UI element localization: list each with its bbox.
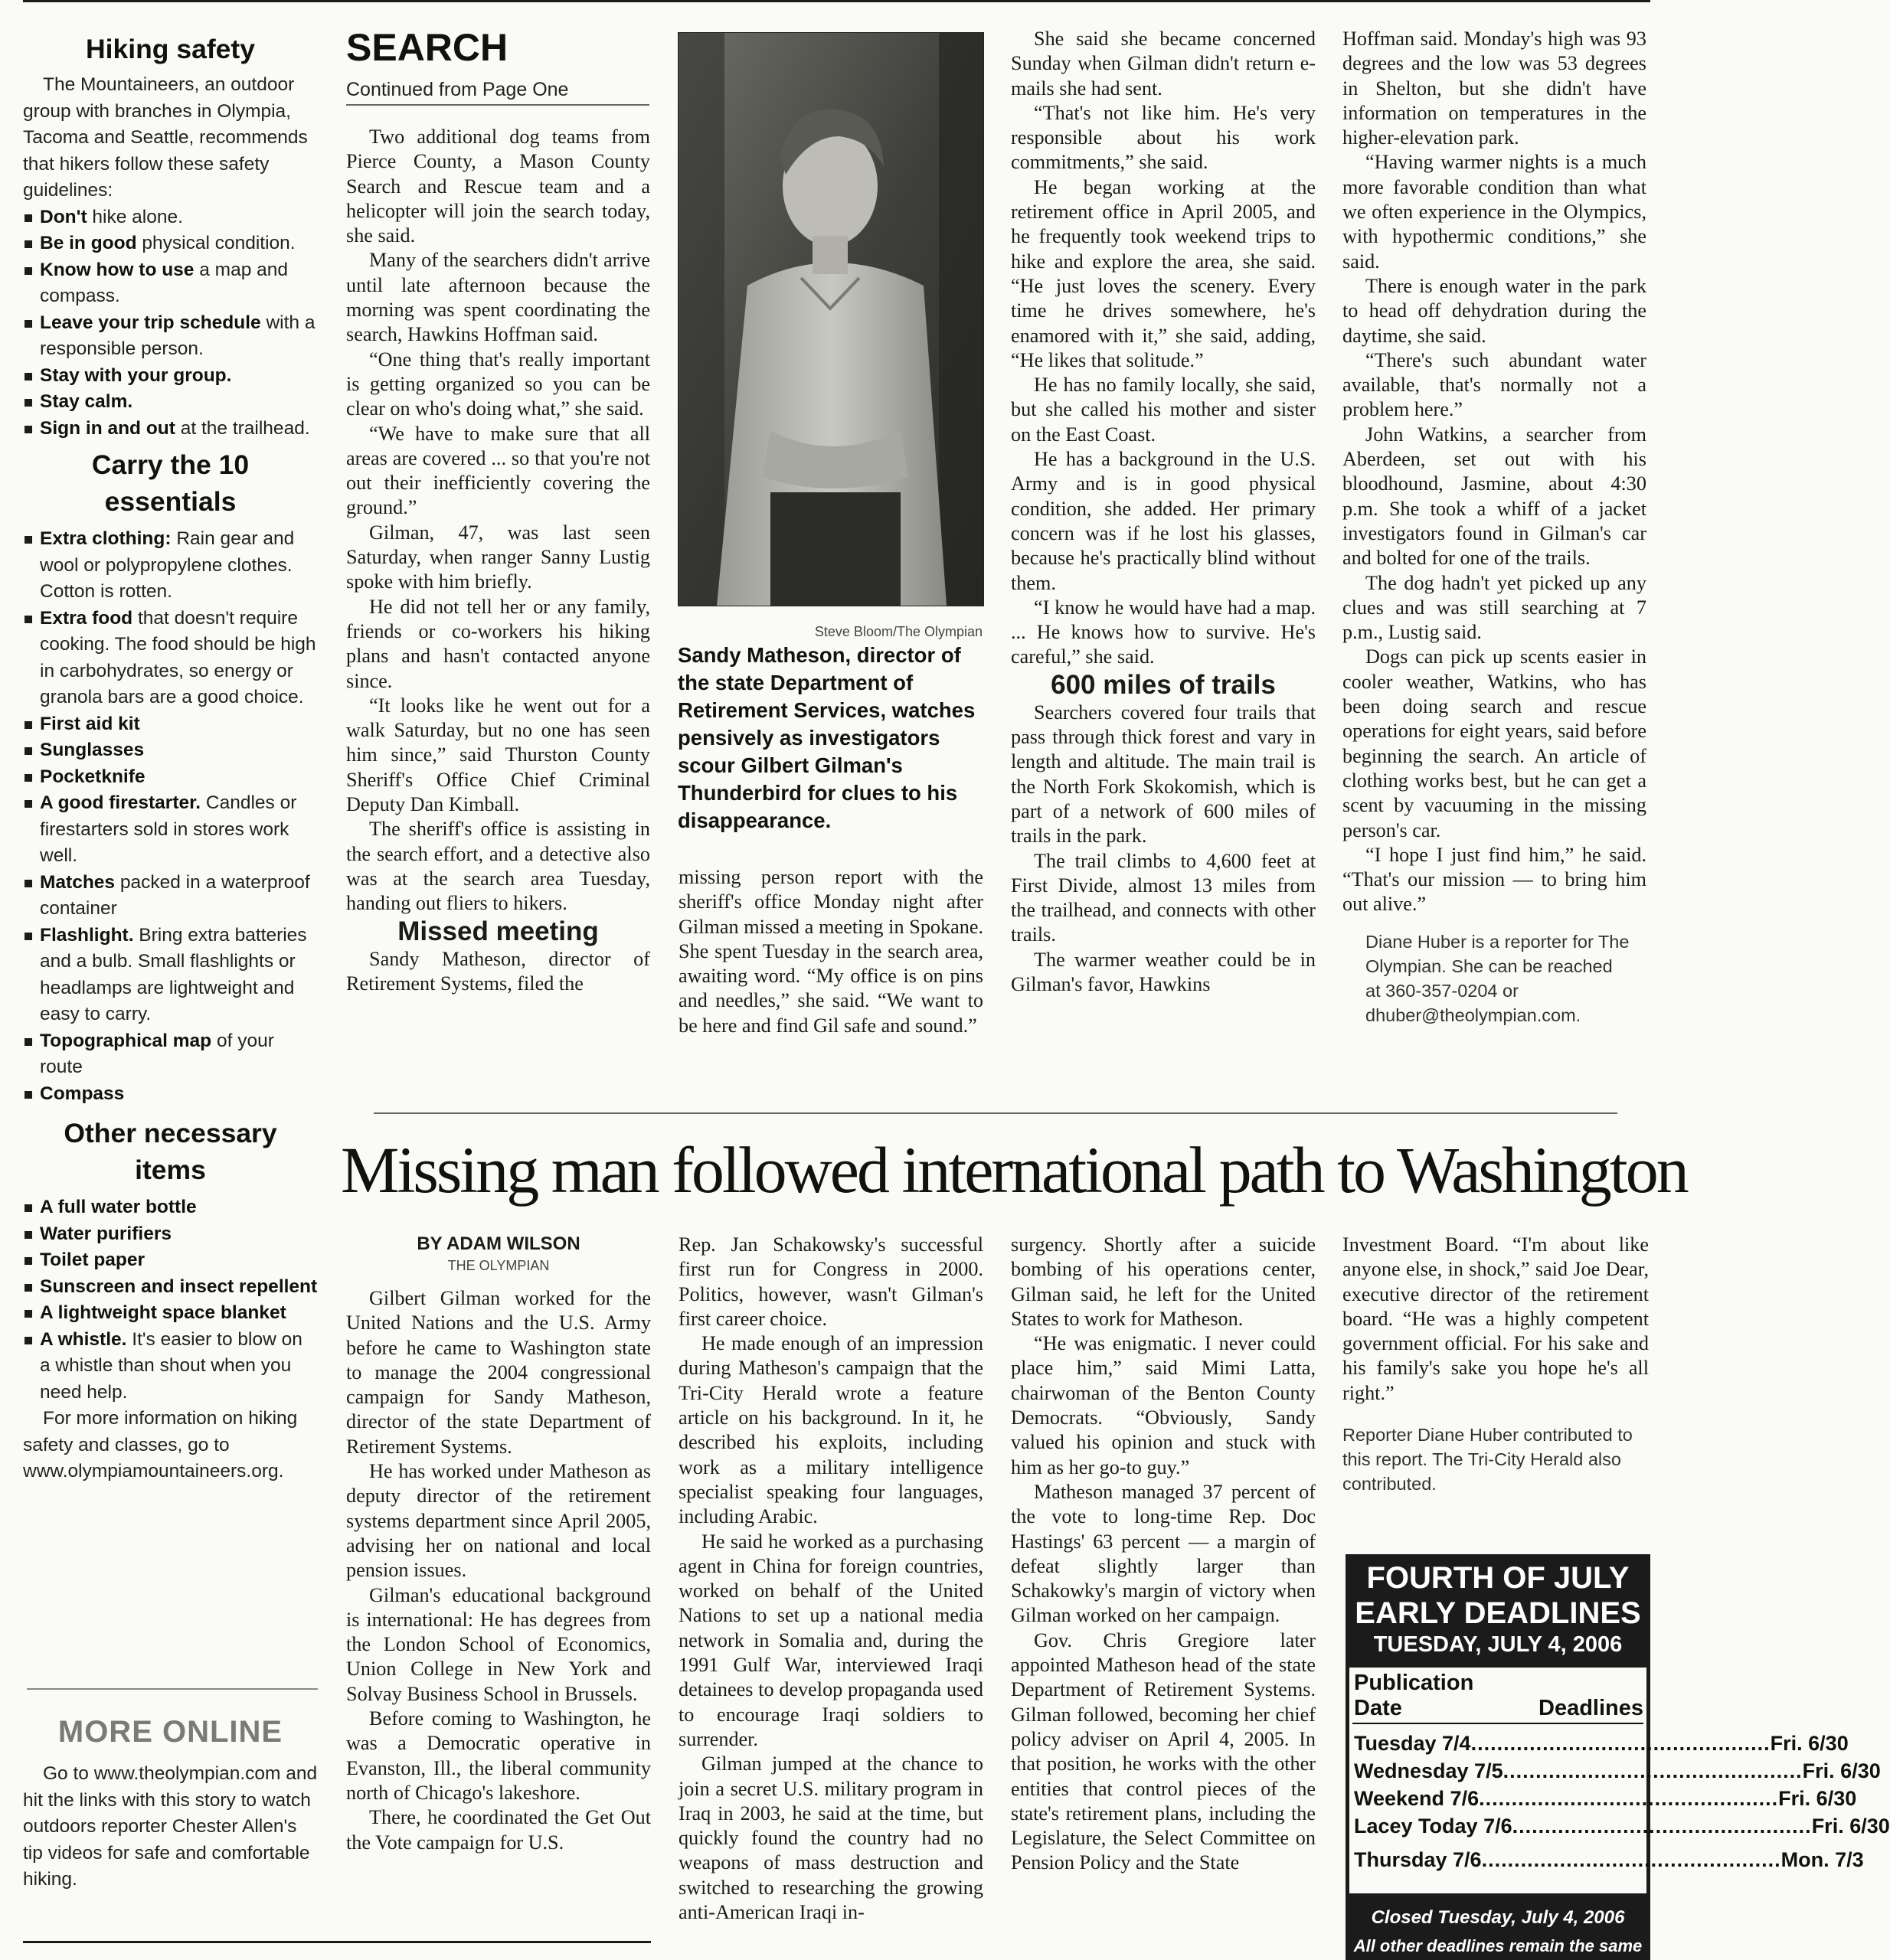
story-divider-rule [374, 1112, 1617, 1114]
paragraph: He has a background in the U.S. Army and is in good physical condition, she added. Her primary concern was if he lost his glasses, because he's practically blind without them. [1011, 448, 1316, 594]
paragraph: The sheriff's office is assisting in the search effort, and a detective also was at the search area Tuesday, handing out fliers to hikers. [346, 818, 650, 915]
main-col-3 [1011, 1233, 1316, 1876]
paragraph: Rep. Jan Schakowsky's successful first run for Congress in 2000. Politics, however, wasn't Gilman's first career choice. [679, 1233, 983, 1330]
search-tagline: Diane Huber is a reporter for The Olympian. She can be reached at 360-357-0204 or dhuber@theolympian.com. [1365, 931, 1630, 1025]
subhead-600-miles: 600 miles of trails [1051, 669, 1276, 700]
paragraph: Dogs can pick up scents easier in cooler weather, Watkins, who has been doing search and rescue operations for eight years, said before beginning the search. An article of clothing works best, but he can get a scent by vacuuming in the missing person's car. [1342, 645, 1646, 841]
list-item-bold: Stay calm. [40, 391, 133, 412]
list-item-text: at the trailhead. [175, 417, 310, 439]
essentials-list [23, 526, 318, 1107]
paragraph: Gilman's educational background is international: He has degrees from the London School of Economics, Union College in New York and Solvay Business School in Brussels. [346, 1583, 651, 1705]
paragraph: “I know he would have had a map. ... He knows how to survive. He's careful,” she said. [1011, 596, 1316, 668]
deadline-publication: Weekend 7/6 [1354, 1787, 1480, 1810]
other-items-title: Other necessary items [64, 1118, 277, 1185]
list-item-text: hike alone. [87, 206, 183, 227]
paragraph: She said she became concerned Sunday when Gilman didn't return e-mails she had sent. [1011, 28, 1316, 100]
list-item [23, 1028, 318, 1081]
list-item-bold: Compass [40, 1083, 125, 1104]
essentials-title: Carry the 10 essentials [91, 449, 250, 517]
list-item-bold: Water purifiers [40, 1223, 172, 1244]
paragraph: Investment Board. “I'm about like anyone else, in shock,” said Joe Dear, executive director of the retirement board. “He was a highly competent government official. For his sake and his family's sake you hope he's all right.” [1342, 1233, 1649, 1404]
bottom-rule-left [23, 1941, 651, 1943]
list-item-bold: Sign in and out [40, 417, 175, 439]
deadline-publication: Wednesday 7/5 [1354, 1759, 1503, 1782]
deadline-row [1354, 1730, 1849, 1756]
more-online-text: Go to www.theolympian.com and hit the links with this story to watch outdoors reporter Chester Allen's tip videos for safe and comfortable hiking. [23, 1763, 318, 1890]
paragraph: Gilbert Gilman worked for the United Nations and the U.S. Army before he came to Washington state to manage the 2004 congressional campaign for Sandy Matheson, director of the state Department of Retirement Systems. [346, 1287, 651, 1458]
photo-cutline: Sandy Matheson, director of the state Department of Retirement Services, watches pensively as investigators scour Gilbert Gilman's Thunderbird for clues to his disappearance. [678, 643, 976, 832]
search-col-3 [1011, 27, 1316, 997]
list-item-text: Candles or firestarters sold in stores work well. [40, 792, 297, 866]
paragraph: He said he worked as a purchasing agent in China for foreign countries, worked on behalf of the United Nations to set up a national media network in Somalia and, during the 1991 Gulf War, interviewed Iraqi detainees to develop propaganda used to encourage Iraqi soldiers to surrender. [679, 1530, 983, 1750]
main-headline: Missing man followed international path to Washington [341, 1133, 1687, 1207]
deadlines-title-1: FOURTH OF JULY [1366, 1561, 1630, 1595]
list-item-bold: Extra food [40, 607, 133, 629]
list-item-bold: Pocketknife [40, 766, 146, 787]
header-publication-label: Publication [1354, 1671, 1474, 1695]
header-underline [1352, 1723, 1643, 1724]
list-item [23, 1247, 318, 1274]
paragraph: Before coming to Washington, he was a Democratic operative in Evanston, Ill., the liberal community north of Chicago's lakeshore. [346, 1707, 651, 1804]
search-col1-end: Sandy Matheson, director of Retirement Systems, filed the [346, 947, 650, 995]
list-item [23, 310, 318, 363]
paragraph: He has worked under Matheson as deputy director of the retirement systems department since April 2005, advising her on national and local pension issues. [346, 1460, 651, 1582]
paragraph: There is enough water in the park to head off dehydration during the daytime, she said. [1342, 274, 1646, 347]
hiking-safety-sidebar [23, 31, 318, 1485]
paragraph: surgency. Shortly after a suicide bombing of his operations center, Gilman said, he left for the United States to work for Matheson. [1011, 1233, 1316, 1330]
paragraph: missing person report with the sheriff's office Monday night after Gilman missed a meeting in Spokane. She spent Tuesday in the search area, awaiting word. “My office is on pins and needles,” she said. “We want to be here and find Gil safe and sound.” [679, 866, 983, 1037]
list-item [23, 790, 318, 870]
list-item-text: that doesn't require cooking. The food should be high in carbohydrates, so energy or granola bars are a good choice. [40, 607, 316, 707]
list-item-text: Rain gear and wool or polypropylene clothes. Cotton is rotten. [40, 528, 295, 602]
paragraph: Searchers covered four trails that pass through thick forest and vary in length and altitude. The main trail is the North Fork Skokomish, which is part of a network of 600 miles of trails in the park. [1011, 701, 1316, 848]
list-item [23, 230, 318, 257]
paragraph: Matheson managed 37 percent of the vote to long-time Rep. Doc Hastings' 63 percent — a margin of defeat slightly larger than Schakowky's margin of victory when Gilman worked on her campaign. [1011, 1480, 1316, 1627]
paragraph: There, he coordinated the Get Out the Vote campaign for U.S. [346, 1806, 651, 1854]
deadline-row [1354, 1813, 1890, 1839]
paragraph: Gilman, 47, was last seen Saturday, when ranger Sanny Lustig spoke with him briefly. [346, 521, 650, 593]
matheson-photo [678, 32, 984, 606]
deadline-publication: Lacey Today 7/6 [1354, 1815, 1512, 1838]
deadlines-date: TUESDAY, JULY 4, 2006 [1373, 1632, 1623, 1657]
list-item-text: Bring extra batteries and a bulb. Small flashlights or headlamps are lightweight and easy to carry. [40, 924, 307, 1024]
search-story-title: SEARCH [346, 26, 508, 69]
list-item-bold: Leave your trip schedule [40, 312, 261, 333]
more-online-title: MORE ONLINE [57, 1715, 283, 1749]
list-item-bold: Stay with your group. [40, 364, 232, 386]
deadline-row [1354, 1758, 1881, 1784]
list-item-bold: A good firestarter. [40, 792, 201, 813]
list-item-bold: Extra clothing: [40, 528, 172, 549]
main-col-2 [679, 1233, 983, 1925]
list-item [23, 1274, 318, 1301]
list-item [23, 737, 318, 764]
list-item [23, 606, 318, 711]
sidebar-intro: The Mountaineers, an outdoor group with branches in Olympia, Tacoma and Seattle, recommends that hikers follow these safety guidelines: [23, 74, 308, 201]
deadline-value: Fri. 6/30 [1770, 1732, 1849, 1755]
paragraph: Two additional dog teams from Pierce County, a Mason County Search and Rescue team and a helicopter will join the search today, she said. [346, 126, 650, 247]
deadline-row [1354, 1785, 1857, 1811]
paragraph: He has no family locally, she said, but she called his mother and sister on the East Coast. [1011, 374, 1316, 446]
paragraph: “He was enigmatic. I never could place him,” said Mimi Latta, chairwoman of the Benton County Democrats. “Obviously, Sandy valued his opinion and stuck with him as her go-to guy.” [1011, 1332, 1316, 1478]
list-item-bold: Flashlight. [40, 924, 134, 946]
leader-dots: .............................................. [1479, 1787, 1779, 1810]
search-col-1 [346, 125, 650, 996]
list-item [23, 764, 318, 791]
deadline-value: Mon. 7/3 [1780, 1848, 1864, 1871]
deadlines-closed-note: Closed Tuesday, July 4, 2006 [1371, 1907, 1625, 1928]
deadlines-title-2: EARLY DEADLINES [1355, 1596, 1641, 1630]
matheson-photo-image [679, 33, 983, 606]
list-item-text: It's easier to blow on a whistle than shout when you need help. [40, 1328, 302, 1403]
list-item-bold: Be in good [40, 233, 137, 253]
paragraph: “One thing that's really important is getting organized so you can be clear on who's doing what,” she said. [346, 348, 650, 420]
sidebar-divider [27, 1688, 318, 1690]
main-col-4 [1342, 1233, 1649, 1496]
paragraph: He did not tell her or any family, friends or co-workers his hiking plans and hasn't contacted anyone since. [346, 595, 650, 692]
paragraph: John Watkins, a searcher from Aberdeen, set out with his bloodhound, Jasmine, about 4:30 p.m. She took a whiff of a jacket investigators found in Gilman's car and bolted for one of the trails. [1342, 423, 1646, 570]
deadline-publication: Thursday 7/6 [1354, 1848, 1482, 1871]
list-item-text: a map and compass. [40, 259, 289, 306]
header-date-label: Date [1354, 1696, 1402, 1720]
paragraph: The trail climbs to 4,600 feet at First Divide, almost 13 miles from the trailhead, and connects with other trails. [1011, 849, 1316, 946]
deadlines-other-note: All other deadlines remain the same [1353, 1936, 1643, 1955]
list-item-bold: Know how to use [40, 259, 195, 280]
deadlines-box [1346, 1554, 1890, 1960]
list-item-bold: Sunglasses [40, 740, 145, 760]
header-publication [1354, 1671, 1473, 1721]
list-item-bold: Sunscreen and insect repellent [40, 1276, 318, 1297]
continued-from-page: Continued from Page One [346, 79, 569, 100]
other-items-list [23, 1194, 318, 1406]
search-col-4 [1342, 27, 1646, 1027]
list-item [23, 1300, 318, 1327]
list-item [23, 257, 318, 310]
main-col-1 [346, 1233, 651, 1855]
paragraph: “We have to make sure that all areas are covered ... so that you're not out their inefficiently covering the ground.” [346, 422, 650, 519]
list-item-bold: Topographical map [40, 1030, 212, 1051]
list-item [23, 363, 318, 390]
list-item [23, 1327, 318, 1406]
list-item-bold: A whistle. [40, 1328, 127, 1350]
header-deadlines-label: Deadlines [1538, 1696, 1643, 1720]
byline: BY ADAM WILSON [417, 1233, 580, 1254]
list-item [23, 204, 318, 231]
leader-dots: .............................................. [1512, 1815, 1812, 1838]
list-item [23, 389, 318, 416]
paragraph: “Having warmer nights is a much more favorable condition than what we often experience in the Olympics, with hypothermic conditions,” she said. [1342, 151, 1646, 273]
list-item [23, 923, 318, 1028]
more-info-text: For more information on hiking safety and classes, go to www.olympiamountaineers.org. [23, 1408, 298, 1481]
list-item-bold: Don't [40, 206, 87, 227]
paragraph: “There's such abundant water available, that's normally not a problem here.” [1342, 348, 1646, 421]
top-rule [23, 0, 1650, 2]
paragraph: The warmer weather could be in Gilman's favor, Hawkins [1011, 948, 1316, 995]
list-item [23, 1221, 318, 1248]
list-item-bold: First aid kit [40, 713, 140, 734]
list-item [23, 1194, 318, 1221]
leader-dots: .............................................. [1481, 1848, 1781, 1871]
search-col-2 [679, 865, 983, 1038]
paragraph: Gilman jumped at the chance to join a secret U.S. military program in Iraq in 2003, he said at the time, but quickly found the country had no weapons of mass destruction and switched to researching the growing anti-American Iraqi in- [679, 1753, 983, 1924]
list-item [23, 416, 318, 443]
main-tagline: Reporter Diane Huber contributed to this report. The Tri-City Herald also contributed. [1342, 1425, 1633, 1494]
search-title-rule [346, 104, 649, 106]
paragraph: Hoffman said. Monday's high was 93 degrees and the low was 53 degrees in Shelton, but she didn't have information on temperatures in the higher-elevation park. [1342, 28, 1646, 149]
deadline-value: Fri. 6/30 [1802, 1759, 1881, 1782]
deadline-publication: Tuesday 7/4 [1354, 1732, 1471, 1755]
list-item [23, 526, 318, 606]
paragraph: He began working at the retirement office in April 2005, and he frequently took weekend trips to hike and explore the area, she said. “He just loves the scenery. Every time he drives somewhere, he's enamored with it,” she said, adding, “He likes that solitude.” [1011, 175, 1316, 371]
deadline-value: Fri. 6/30 [1811, 1815, 1890, 1838]
paragraph: The dog hadn't yet picked up any clues and was still searching at 7 p.m., Lustig said. [1342, 571, 1646, 644]
list-item [23, 711, 318, 738]
subhead-missed-meeting: Missed meeting [397, 916, 599, 946]
photo-credit: Steve Bloom/The Olympian [814, 624, 983, 639]
paragraph: Gov. Chris Gregiore later appointed Matheson head of the state Department of Retirement Systems. Gilman followed, becoming her chief policy adviser on April 4, 2005. In that position, he works with the other entities that control pieces of the state's retirement plans, including the Legislature, the Select Committee on Pension Policy and the State [1011, 1628, 1316, 1874]
list-item-bold: Matches [40, 871, 116, 893]
list-item [23, 1081, 318, 1108]
paragraph: “That's not like him. He's very responsible about his work commitments,” she said. [1011, 101, 1316, 174]
list-item-bold: A full water bottle [40, 1197, 197, 1217]
paragraph: Many of the searchers didn't arrive until late afternoon because the morning was spent coordinating the search, Hawkins Hoffman said. [346, 249, 650, 346]
list-item [23, 870, 318, 923]
list-item-text: of your route [40, 1030, 274, 1077]
list-item-text: with a responsible person. [40, 312, 316, 359]
list-item-bold: A lightweight space blanket [40, 1302, 286, 1323]
paragraph: “It looks like he went out for a walk Saturday, but no one has seen him since,” said Thurston County Sheriff's Office Chief Criminal Deputy Dan Kimball. [346, 694, 650, 816]
hiking-safety-title: Hiking safety [86, 34, 255, 64]
deadlines-table [1349, 1668, 1890, 1893]
leader-dots: .............................................. [1470, 1732, 1771, 1755]
byline-org: THE OLYMPIAN [447, 1258, 550, 1273]
list-item-text: physical condition. [136, 233, 296, 253]
list-item-text: packed in a waterproof container [40, 871, 310, 919]
guidelines-list [23, 204, 318, 443]
deadline-value: Fri. 6/30 [1778, 1787, 1857, 1810]
paragraph: He made enough of an impression during Matheson's campaign that the Tri-City Herald wrote a feature article on his background. In it, he described his exploits, including work as a military intelligence specialist speaking four languages, including Arabic. [679, 1332, 983, 1528]
paragraph: “I hope I just find him,” he said. “That's our mission — to bring him out alive.” [1342, 843, 1646, 916]
deadline-row [1354, 1847, 1864, 1873]
leader-dots: .............................................. [1503, 1759, 1803, 1782]
list-item-bold: Toilet paper [40, 1250, 146, 1270]
